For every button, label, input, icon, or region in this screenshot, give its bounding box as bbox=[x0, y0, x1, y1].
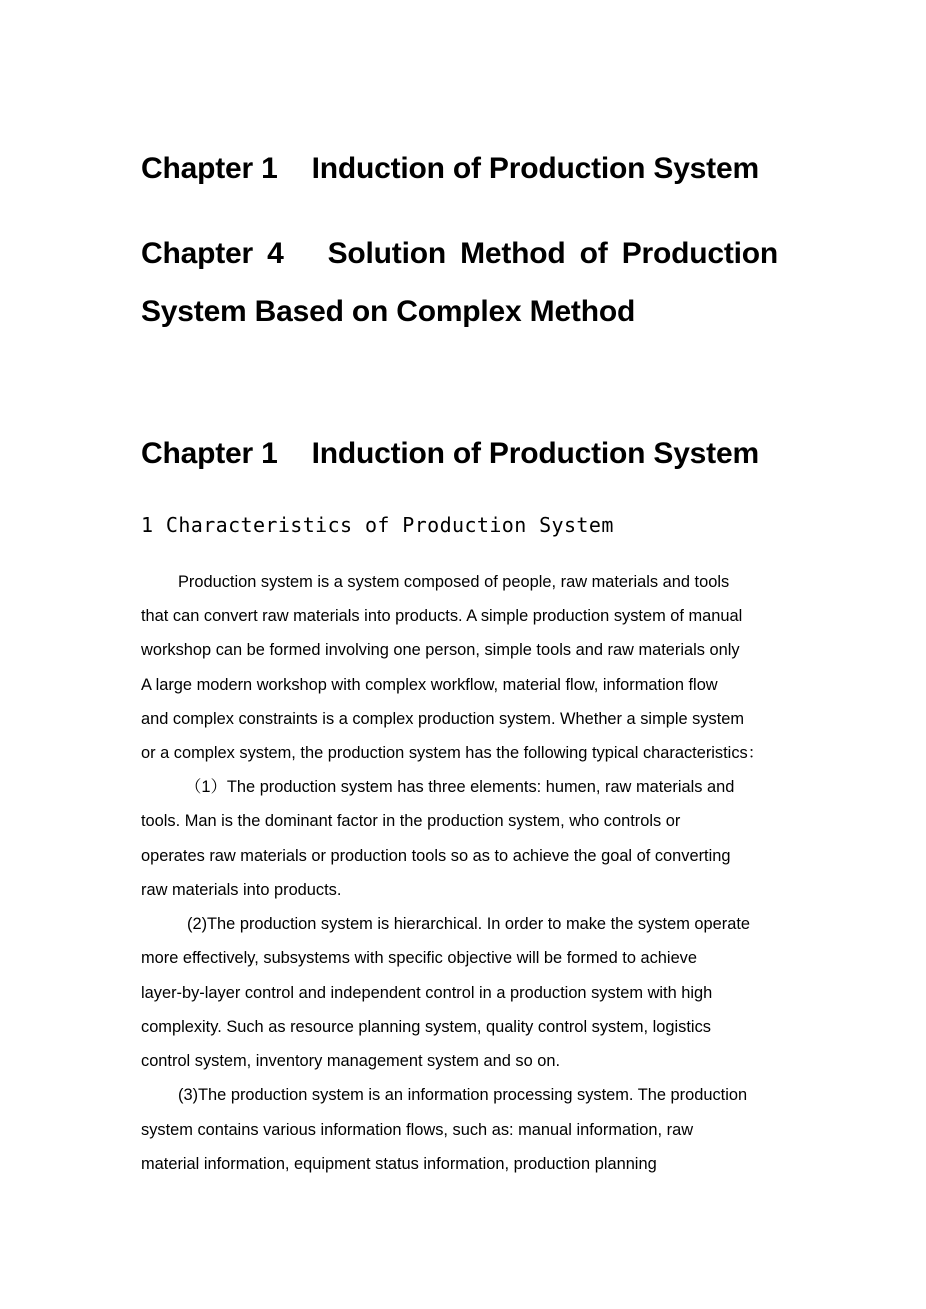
body-text-line: that can convert raw materials into products. A simple production system of manual bbox=[141, 607, 743, 625]
body-text-line: workshop can be formed involving one person, simple tools and raw materials only bbox=[141, 641, 740, 659]
chapter-1-heading bbox=[141, 434, 759, 474]
body-text-line: more effectively, subsystems with specific objective will be formed to achieve bbox=[141, 949, 697, 967]
toc-chapter-4-title-line1: Solution Method of Production bbox=[327, 237, 779, 270]
body-text-line: Production system is a system composed of people, raw materials and tools bbox=[178, 573, 730, 591]
body-text-line: complexity. Such as resource planning system, quality control system, logistics bbox=[141, 1018, 711, 1036]
toc-chapter-4-heading[interactable] bbox=[141, 234, 778, 274]
chapter-1-number: Chapter 1 bbox=[141, 437, 278, 470]
toc-chapter-1-number: Chapter 1 bbox=[141, 152, 278, 185]
body-text-line: tools. Man is the dominant factor in the production system, who controls or bbox=[141, 812, 681, 830]
body-text-line: （1）The production system has three elements: humen, raw materials and bbox=[185, 778, 735, 796]
body-text-line: A large modern workshop with complex workflow, material flow, information flow bbox=[141, 676, 718, 694]
body-text-line: (2)The production system is hierarchical. In order to make the system operate bbox=[187, 915, 750, 933]
toc-chapter-1-title: Induction of Production System bbox=[311, 152, 759, 185]
body-text-line: control system, inventory management system and so on. bbox=[141, 1052, 561, 1070]
body-text-line: material information, equipment status information, production planning bbox=[141, 1155, 657, 1173]
body-text-line: operates raw materials or production tools so as to achieve the goal of converting bbox=[141, 847, 731, 865]
chapter-1-title: Induction of Production System bbox=[311, 437, 759, 470]
toc-chapter-4-number: Chapter 4 bbox=[141, 237, 284, 270]
body-text-line: and complex constraints is a complex production system. Whether a simple system bbox=[141, 710, 745, 728]
toc-chapter-4-heading-continued bbox=[141, 292, 635, 332]
toc-chapter-4-title-line2: System Based on Complex Method bbox=[141, 295, 636, 328]
body-text-line: raw materials into products. bbox=[141, 881, 342, 899]
toc-chapter-1-heading[interactable] bbox=[141, 149, 759, 189]
body-text-line: or a complex system, the production system has the following typical characteristics： bbox=[141, 744, 765, 762]
body-text-line: layer-by-layer control and independent control in a production system with high bbox=[141, 984, 713, 1002]
section-1-heading: 1 Characteristics of Production System bbox=[141, 513, 614, 537]
body-text-line: system contains various information flows, such as: manual information, raw bbox=[141, 1121, 694, 1139]
body-text-line: (3)The production system is an information processing system. The production bbox=[178, 1086, 748, 1104]
